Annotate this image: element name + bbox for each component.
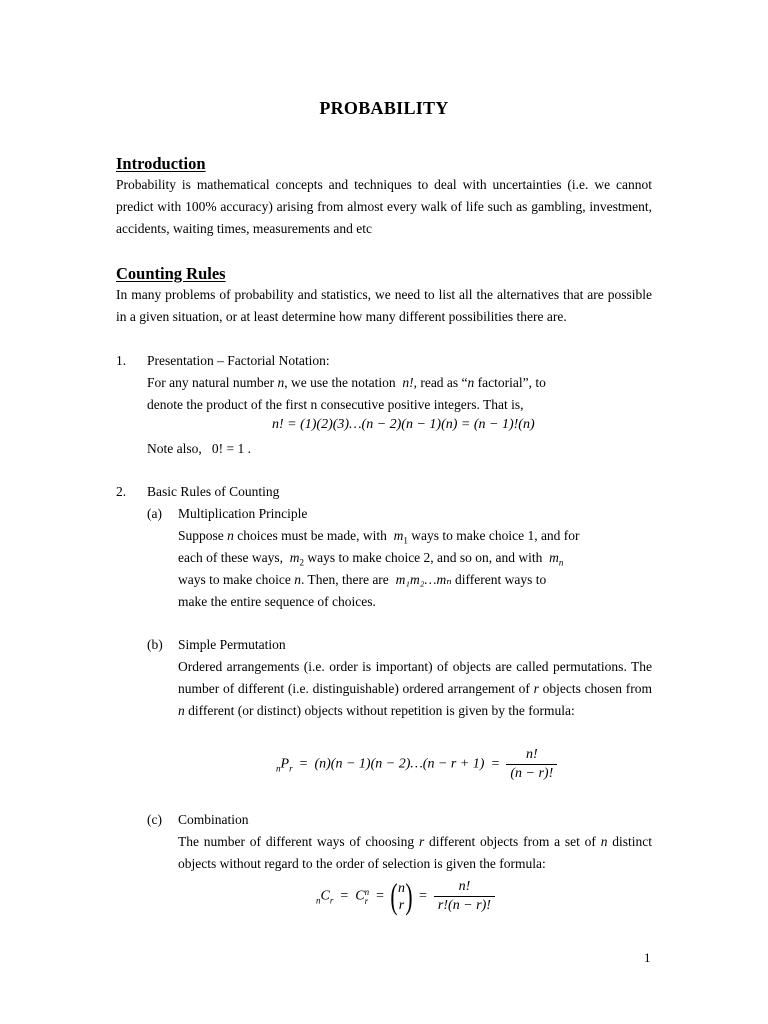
binom-bottom: r	[398, 897, 405, 913]
item2a-label: Multiplication Principle	[178, 506, 308, 521]
counting-text: In many problems of probability and statistics, we need to list all the alternatives that are possible in a given situation, or at least determine how many different possibilities there are.	[116, 287, 652, 324]
item2b-text	[178, 656, 652, 722]
item2c-letter: (c)	[147, 812, 162, 827]
comb-c2-sub: r	[364, 895, 369, 906]
counting-heading: Counting Rules	[116, 264, 226, 283]
factorial-formula-text: n! = (1)(2)(3)…(n − 2)(n − 1)(n) = (n − 1)!(n)	[272, 417, 535, 432]
item2c-text-3: distinct objects without regard to the order of selection is given the formula:	[178, 834, 653, 871]
item2a-var-n2: n	[294, 572, 301, 587]
item2a-text-7: . Then, there are	[300, 572, 389, 587]
perm-frac-den: (n − r)!	[510, 766, 554, 781]
item2a-text-8: different ways to	[451, 572, 547, 587]
comb-binomial: ( n r )	[390, 875, 413, 916]
factorial-formula	[272, 417, 535, 433]
item1-text-e: denote the product of the first n consecutive positive integers. That is,	[147, 397, 524, 412]
item2b-text-main: Ordered arrangements (i.e. order is important) of objects are called permutations. The number of different (i.e. distinguishable) ordered arrangement of	[178, 659, 652, 696]
item1-line1	[147, 372, 652, 394]
item2a-prod: m₁m₂…mₙ	[395, 572, 452, 587]
item2b-label: Simple Permutation	[178, 637, 286, 652]
item2a-text-5: ways to make choice 2, and so on, and with	[303, 550, 543, 565]
item1-note-formula: 0! = 1 .	[211, 441, 251, 456]
item2b-var-n: n	[178, 703, 185, 718]
item1-note	[147, 438, 251, 460]
comb-lhs-c: C	[320, 888, 330, 904]
item2a-m2: m	[289, 550, 300, 565]
intro-heading: Introduction	[116, 154, 206, 173]
item2a-mn-sub: n	[558, 557, 564, 568]
item2a-m1: m	[393, 528, 404, 543]
perm-lhs-sub: r	[289, 763, 293, 774]
comb-c2: C	[355, 888, 365, 904]
perm-fraction	[506, 746, 557, 783]
comb-c2-sup: n	[364, 886, 370, 897]
item1-var-n: n	[277, 375, 285, 390]
item1-text-a: For any natural number	[147, 375, 275, 390]
item1-text-b: , we use the notation	[284, 375, 396, 390]
item2a-text-1: Suppose	[178, 528, 224, 543]
permutation-formula	[276, 746, 557, 783]
item2a-text-4: each of these ways,	[178, 550, 283, 565]
item2b-text-end: different (or distinct) objects without repetition is given by the formula:	[184, 703, 575, 718]
perm-lhs-pre: n	[276, 763, 281, 774]
perm-frac-num: n!	[506, 746, 557, 765]
comb-eq2: =	[376, 888, 385, 904]
comb-eq3: =	[419, 888, 427, 904]
item1-text-d: factorial”, to	[474, 375, 546, 390]
comb-fraction	[434, 878, 495, 915]
item2a-text-6: ways to make choice	[178, 572, 291, 587]
item2c-text-2: different objects from a set of	[424, 834, 596, 849]
comb-lhs-sub: r	[329, 895, 334, 906]
perm-eq1: =	[299, 756, 308, 772]
item2a-m2-sub: 2	[299, 557, 304, 568]
item1-label: Presentation – Factorial Notation:	[147, 353, 330, 368]
item2-label: Basic Rules of Counting	[147, 484, 280, 499]
item2a-line3	[178, 569, 546, 591]
comb-lhs-pre: n	[316, 895, 321, 906]
perm-lhs-p: P	[280, 756, 290, 772]
intro-text: Probability is mathematical concepts and techniques to deal with uncertainties (i.e. we cannot predict with 100% accuracy) arising from almost every walk of life such as gambling, investment, accidents, waiting times, measurements and etc	[116, 177, 652, 236]
item2b-text-mid: objects chosen from	[538, 681, 653, 696]
item2c-label: Combination	[178, 812, 249, 827]
item2a-text-3: ways to make choice 1, and for	[407, 528, 580, 543]
comb-c2-scripts	[365, 888, 370, 906]
item2a-text-2: choices must be made, with	[233, 528, 387, 543]
item2b-letter: (b)	[147, 637, 163, 652]
item2c-var-n: n	[600, 834, 608, 849]
item2c-text	[178, 831, 652, 875]
item2a-m1-sub: 1	[403, 535, 408, 546]
item2a-mn: m	[549, 550, 559, 565]
comb-eq1: =	[340, 888, 349, 904]
item2c-text-1: The number of different ways of choosing	[178, 834, 415, 849]
item2a-letter: (a)	[147, 506, 162, 521]
item2c-var-r: r	[418, 834, 425, 849]
comb-frac-num: n!	[434, 878, 495, 897]
item1-note-text: Note also,	[147, 441, 202, 456]
comb-frac-den: r!(n − r)!	[437, 898, 491, 913]
item1-text-c: , read as “	[413, 375, 468, 390]
item2a-text-9: make the entire sequence of choices.	[178, 594, 376, 609]
perm-eq2: =	[491, 756, 500, 772]
perm-middle: (n)(n − 1)(n − 2)…(n − r + 1)	[314, 756, 485, 772]
item1-var-n2: n	[467, 375, 475, 390]
item2b-var-r: r	[533, 681, 539, 696]
item2a-var-n: n	[227, 528, 234, 543]
item1-number: 1.	[116, 353, 127, 368]
combination-formula	[316, 875, 495, 916]
binom-top: n	[398, 880, 406, 896]
item2-number: 2.	[116, 484, 127, 499]
page-number: 1	[644, 950, 651, 965]
page-title: PROBABILITY	[319, 98, 449, 118]
item1-nfact: n!	[402, 375, 414, 390]
